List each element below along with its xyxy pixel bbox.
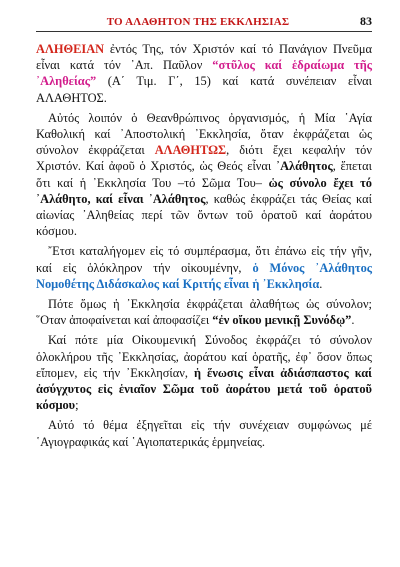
segment: ὡς σύνολο ἔχει τό ᾿Αλάθητο, καί εἶναι ᾿Αλάθητος [36, 175, 372, 206]
running-header [36, 14, 372, 32]
segment: ῎Ετσι καταλήγομεν εἰς τό συμπέρασμα, ὅτι ἐπάνω εἰς τήν γῆν, καί εἰς ὁλόκληρον τήν οἰκουμένην, [36, 244, 372, 275]
body-text [36, 41, 372, 450]
segment: , διότι ἔχει κεφαλήν τόν Χριστόν. Καί ἀφοῦ ὁ Χριστός, ὡς Θεός εἶναι [36, 143, 372, 174]
segment: ΑΛΑΘΗΤΩΣ [154, 143, 227, 158]
segment: , ἕπεται ὅτι καί ἡ ᾿Εκκλησία Του –τό Σῶμα Του– [36, 159, 372, 190]
segment: Πότε ὅμως ἡ ᾿Εκκλησία ἐκφράζεται ἀλαθήτως ὡς σύνολον; ῞Οταν ἀποφαίνεται καί ἀποφασίζει [36, 297, 372, 328]
paragraph-5 [36, 332, 372, 413]
segment: ΑΛΗΘΕΙΑΝ [36, 42, 105, 56]
paragraph-4 [36, 296, 372, 328]
segment: Αὐτό τό θέμα ἐξηγεῖται εἰς τήν συνέχειαν συμφώνως μέ ῾Αγιογραφικάς καί ῾Αγιοπατερικάς ἑρμηνείας. [36, 418, 372, 449]
paragraph-2 [36, 110, 372, 240]
segment: ἡ ἕνωσις εἶναι ἀδιάσπαστος καί ἀσύγχυτος εἰς ἑνιαῖον Σῶμα τοῦ ἀοράτου μετά τοῦ ὁρατοῦ κόσμου [36, 365, 372, 413]
segment: , καθώς ἐκφράζει τάς Θείας καί αἰωνίας ᾿Αληθείας περί τῶν ὄντων τοῦ ὁρατοῦ καί ἀοράτου κόσμου. [36, 191, 372, 239]
paragraph-1 [36, 41, 372, 106]
segment: Αὐτός λοιπόν ὁ Θεανθρώπινος ὀργανισμός, ἡ Μία ῾Αγία Καθολική καί ᾿Αποστολική ᾿Εκκλησία, ὅταν ἐκφράζεται ὡς σύνολον ἐκφράζεται [36, 110, 372, 158]
segment: ᾿Αλάθητος [275, 159, 333, 174]
segment: ἐντός Της, τόν Χριστόν καί τό Πανάγιον Πνεῦμα εἶναι κατά τόν ᾿Απ. Παῦλον [36, 42, 372, 73]
segment: . [319, 276, 323, 291]
segment: . [351, 313, 355, 328]
paragraph-3 [36, 243, 372, 292]
segment: Καί πότε μία Οἰκουμενική Σύνοδος ἐκφράζει τό σύνολον ὁλοκλήρου τῆς ᾿Εκκλησίας, ἀοράτου καί ὁρατῆς, ἐφ᾿ ὅσον ὅπως εἴπομεν, εἰς τήν ᾿Εκκλησίαν, [36, 333, 372, 380]
paragraph-6 [36, 417, 372, 449]
segment: “ἐν οἴκου μενικῇ Συνόδῳ” [212, 313, 352, 328]
segment: ὁ Μόνος ᾿Αλάθητος Νομοθέτης Διδάσκαλος καί Κριτής εἶναι ἡ ᾿Εκκλησία [36, 260, 372, 291]
segment: ; [75, 398, 79, 413]
running-title: ΤΟ ΑΛΑΘΗΤΟΝ ΤΗΣ ΕΚΚΛΗΣΙΑΣ [106, 16, 290, 28]
segment: “στῦλος καί ἑδραίωμα τῆς ᾿Αληθείας” [36, 58, 373, 89]
segment: (Α΄ Τιμ. Γ΄, 15) καί κατά συνέπειαν εἶναι ΑΛΑΘΗΤΟΣ. [36, 74, 372, 105]
page-number: 83 [360, 14, 372, 28]
